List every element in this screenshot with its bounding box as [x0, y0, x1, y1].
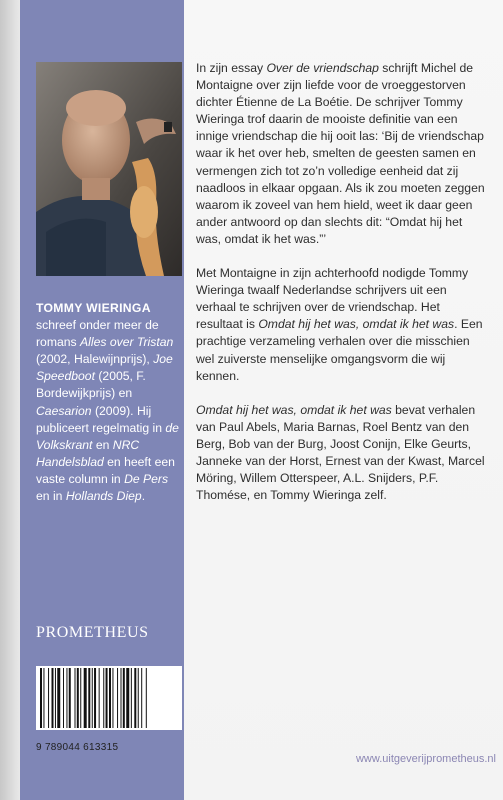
bio-text: en heeft een vaste column in: [36, 454, 175, 486]
text-run: . Een prachtige verzameling verhalen over die misschien wel zuiverste menselijke omgangsvorm die wij kennen.: [196, 317, 483, 383]
spine-shadow: [0, 0, 20, 800]
author-name: TOMMY WIERINGA: [36, 301, 151, 315]
publisher-logo: PROMETHEUS: [36, 624, 149, 641]
blurb-paragraph-3: [196, 402, 486, 505]
publisher-url[interactable]: www.uitgeverijprometheus.nl: [355, 753, 496, 765]
bio-title: de Volkskrant: [36, 420, 179, 452]
bio-title: De Pers: [124, 471, 169, 486]
bio-title: Hollands Diep: [65, 489, 142, 504]
bio-text: (2005, F. Bordewijkprijs) en: [36, 369, 146, 401]
bio-text: schreef onder meer de romans: [36, 318, 159, 350]
text-run: In zijn essay: [196, 61, 267, 75]
blurb-text: [196, 60, 486, 521]
text-run: Met Montaigne in zijn achterhoofd nodigde Tommy Wieringa twaalf Nederlandse schrijvers uit een verhaal te schrijven over de vriendschap. Het resultaat is: [196, 266, 469, 332]
author-photo-illustration: [36, 62, 182, 276]
bio-text: (2009). Hij publiceert regelmatig in: [36, 403, 166, 435]
blurb-paragraph-1: [196, 60, 486, 248]
author-bio: [36, 317, 180, 505]
title-run: Omdat hij het was, omdat ik het was: [258, 317, 455, 332]
isbn-number: 9 789044 613315: [36, 742, 119, 753]
bio-text: .: [141, 489, 146, 504]
title-run: Over de vriendschap: [266, 61, 379, 75]
author-bio-block: [36, 300, 180, 505]
bio-title: Joe Speedboot: [36, 352, 173, 384]
blurb-paragraph-2: [196, 265, 486, 385]
title-run: Omdat hij het was, omdat ik het was: [196, 402, 392, 417]
bio-title: NRC Handelsblad: [36, 437, 140, 469]
author-photo: [36, 62, 182, 276]
text-run: bevat verhalen van Paul Abels, Maria Barnas, Roel Bentz van den Berg, Bob van der Burg, Joost Conijn, Elke Geurts, Janneke van der Horst, Ernest van der Kwast, Marcel Möring, Willem Otterspeer, A.L. Snijders, P.F. Thomése, en Tommy Wieringa zelf.: [196, 402, 485, 503]
bio-text: en in: [36, 489, 66, 504]
bio-title: Caesarion: [36, 403, 92, 418]
text-run: schrijft Michel de Montaigne over zijn liefde voor de vroeggestorven dichter Étienne de La Boétie. De schrijver Tommy Wieringa trof daarin de mooiste definitie van een innige vriendschap die hij ooit las: ‘Bij de vriendschap waar ik het over heb, smelten de geesten samen en vermengen zich tot zo’n volledige eenheid dat zij naadloos in elkaar opgaan. Als ik zou moeten zeggen waarom ik zoveel van hem hield, weet ik daar geen ander antwoord op dan slechts dit: “Omdat hij het was, omdat ik het was.”’: [196, 61, 485, 246]
bio-text: en: [92, 437, 113, 452]
bio-text: (2002, Halewijnprijs),: [36, 352, 154, 367]
bio-title: Alles over Tristan: [80, 335, 174, 350]
barcode-graphic: [36, 666, 182, 730]
barcode: [36, 666, 182, 730]
